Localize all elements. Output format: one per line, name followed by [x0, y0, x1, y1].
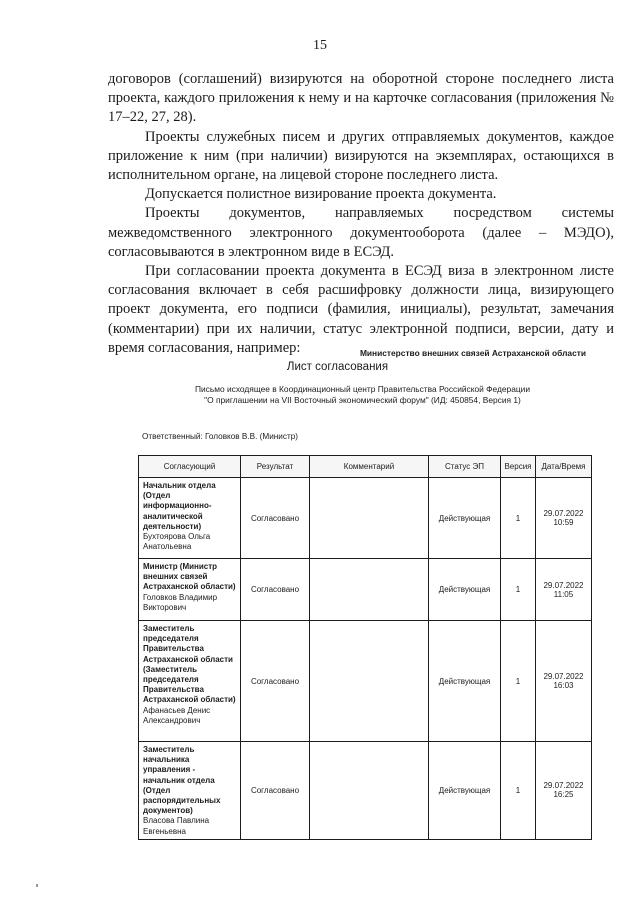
table-row: [139, 478, 592, 559]
paragraph-3: Допускается полистное визирование проекта документа.: [145, 186, 497, 203]
col-header-signature-status: Статус ЭП: [429, 456, 501, 478]
time-value: 16:25: [553, 790, 574, 800]
approver-name: Головков Владимир Викторович: [143, 592, 218, 612]
approver-name: Бухтоярова Ольга Анатольевна: [143, 532, 211, 552]
datetime-cell: [536, 742, 592, 840]
date-value: 29.07.2022: [543, 672, 584, 681]
col-header-result: Результат: [241, 456, 310, 478]
datetime-cell: [536, 621, 592, 742]
version-cell: 1: [501, 559, 536, 621]
approver-name: Афанасьев Денис Александрович: [143, 705, 211, 725]
comment-cell: [310, 621, 429, 742]
col-header-comment: Комментарий: [310, 456, 429, 478]
letter-description: [0, 384, 640, 406]
result-cell: Согласовано: [241, 621, 310, 742]
ministry-name: Министерство внешних связей Астраханской области: [359, 348, 586, 358]
version-cell: 1: [501, 478, 536, 559]
paragraph-5: При согласовании проекта документа в ЕСЭД виза в электронном листе согласования включает в себя расшифровку должности лица, визирующего проект документа, его подписи (фамилия, инициалы), результат, замечания (комментарии) при их наличии, статус электронной подписи, версии, дату и время согласования, например:: [108, 263, 614, 356]
table-header-row: [139, 456, 592, 478]
paragraph-1: договоров (соглашений) визируются на оборотной стороне последнего листа проекта, каждого приложения к нему и на карточке согласования (приложения № 17–22, 27, 28).: [108, 71, 614, 126]
date-value: 29.07.2022: [543, 509, 584, 518]
signature-status-cell: Действующая: [429, 742, 501, 840]
col-header-datetime: Дата/Время: [536, 456, 592, 478]
col-header-approver: Согласующий: [139, 456, 241, 478]
comment-cell: [310, 478, 429, 559]
comment-cell: [310, 559, 429, 621]
result-cell: Согласовано: [241, 559, 310, 621]
col-header-version: Версия: [501, 456, 536, 478]
letter-line-1: Письмо исходящее в Координационный центр Правительства Российской Федерации: [194, 384, 531, 394]
version-cell: 1: [501, 742, 536, 840]
table-row: [139, 742, 592, 840]
time-value: 11:05: [553, 589, 574, 599]
table-row: [139, 559, 592, 621]
signature-status-cell: Действующая: [429, 478, 501, 559]
date-value: 29.07.2022: [543, 580, 584, 590]
approval-table: [138, 455, 592, 840]
time-value: 10:59: [553, 518, 574, 527]
approver-role: Начальник отдела (Отдел информационно-аналитической деятельности): [143, 481, 216, 531]
paragraph-4: Проекты документов, направляемых посредством системы межведомственного электронного документооборота (далее – МЭДО), согласовываются в электронном виде в ЕСЭД.: [108, 205, 614, 260]
scan-speck: [36, 884, 38, 887]
page-number: 15: [313, 38, 327, 53]
approver-role: Заместитель начальника управления - начальник отдела (Отдел распорядительных документов): [143, 745, 221, 816]
version-cell: 1: [501, 621, 536, 742]
approver-name: Власова Павлина Евгеньевна: [143, 816, 210, 836]
date-value: 29.07.2022: [543, 781, 584, 791]
result-cell: Согласовано: [241, 478, 310, 559]
responsible-person: Ответственный: Головков В.В. (Министр): [142, 432, 298, 441]
approver-cell: [139, 742, 241, 840]
datetime-cell: [536, 559, 592, 621]
approver-role: Заместитель председателя Правительства Астраханской области (Заместитель председателя Правительства Астраханской области): [143, 624, 236, 705]
result-cell: Согласовано: [241, 742, 310, 840]
approver-cell: [139, 621, 241, 742]
approver-cell: [139, 478, 241, 559]
table-row: [139, 621, 592, 742]
signature-status-cell: Действующая: [429, 621, 501, 742]
signature-status-cell: Действующая: [429, 559, 501, 621]
body-text: [108, 70, 614, 358]
approver-cell: [139, 559, 241, 621]
sheet-title: Лист согласования: [286, 361, 389, 373]
letter-line-2: "О приглашении на VII Восточный экономический форум" (ИД: 450854, Версия 1): [204, 395, 521, 405]
comment-cell: [310, 742, 429, 840]
time-value: 16:03: [553, 681, 574, 690]
approver-role: Министр (Министр внешних связей Астраханской области): [143, 562, 236, 592]
paragraph-2: Проекты служебных писем и других отправляемых документов, каждое приложение к ним (при наличии) визируются на экземплярах, остающихся в исполнительном органе, на лицевой стороне последнего листа.: [108, 128, 614, 184]
datetime-cell: [536, 478, 592, 559]
